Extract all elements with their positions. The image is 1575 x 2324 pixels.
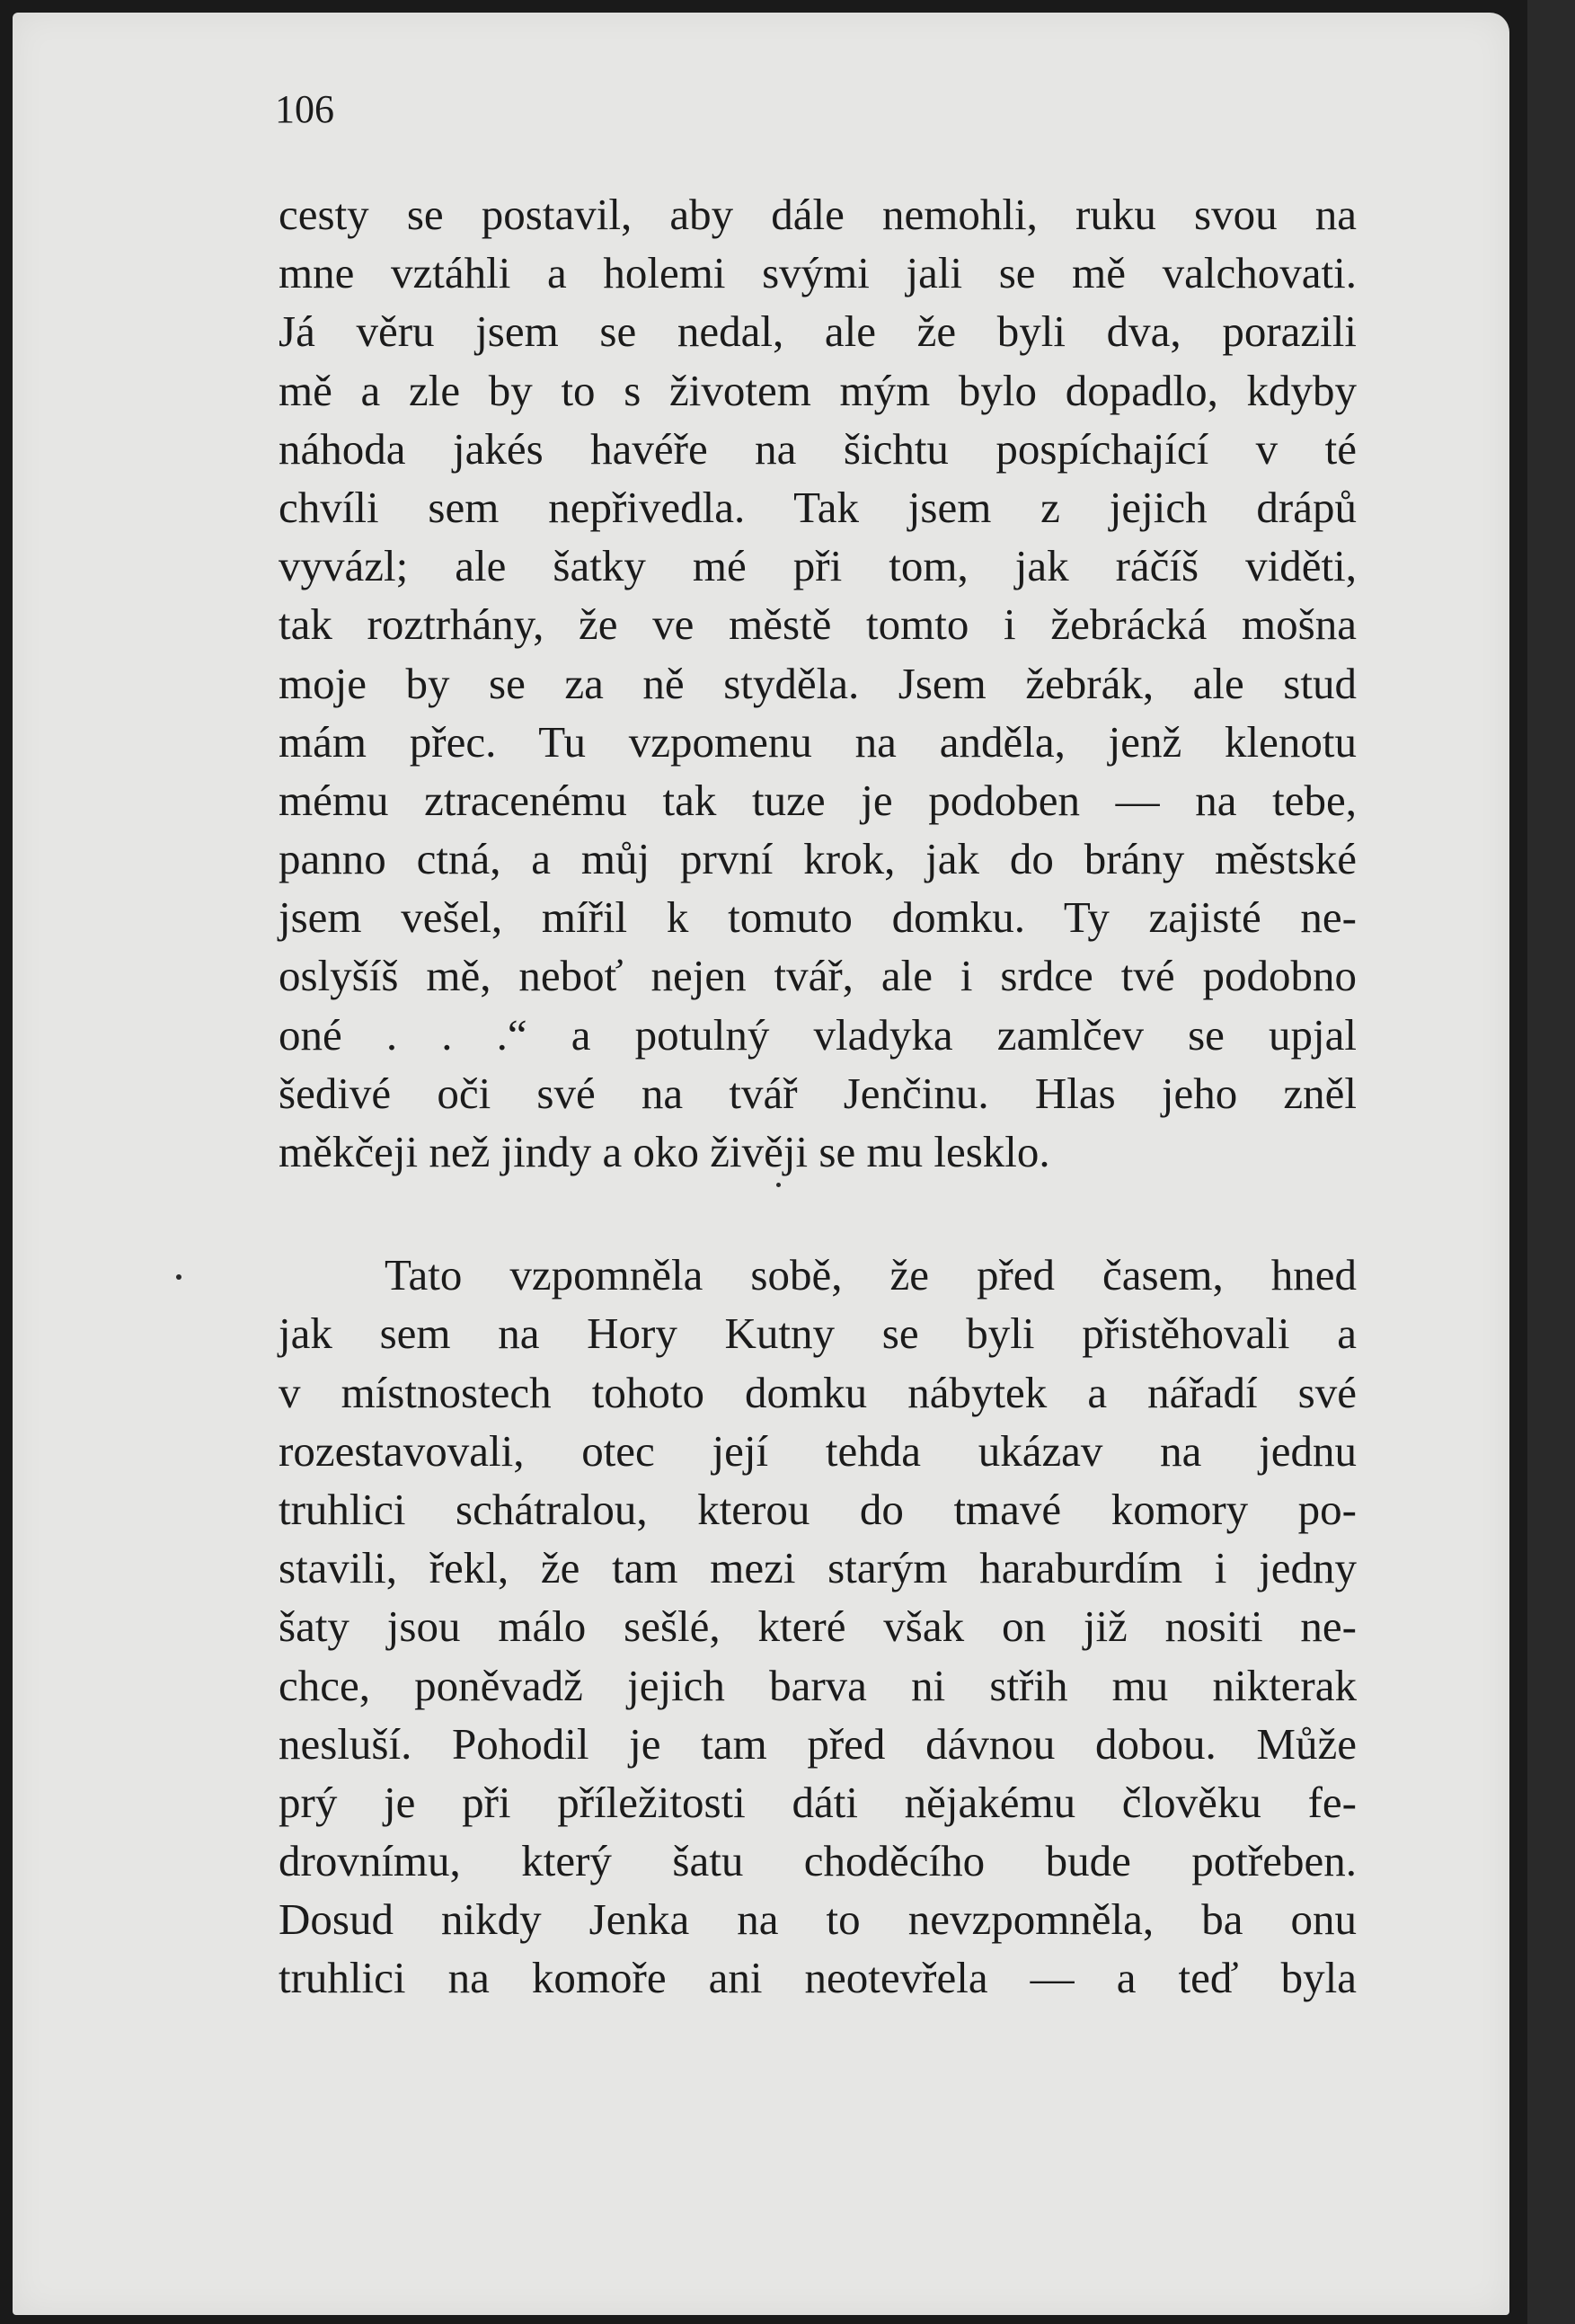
text-line: rozestavovali, otec její tehda ukázav na jednu [279, 1425, 1357, 1476]
text-line: mám přec. Tu vzpomenu na anděla, jenž klenotu [279, 716, 1357, 767]
paragraph-spacer [279, 1181, 1357, 1246]
text-line: mě a zle by to s životem mým bylo dopadlo, kdyby [279, 365, 1357, 415]
text-line: Dosud nikdy Jenka na to nevzpomněla, ba onu [279, 1894, 1357, 1945]
text-line: vyvázl; ale šatky mé při tom, jak ráčíš viděti, [279, 541, 1357, 591]
text-line: Já věru jsem se nedal, ale že byli dva, porazili [279, 306, 1357, 357]
text-line: stavili, řekl, že tam mezi starým haraburdím i jedny [279, 1543, 1357, 1593]
text-line: tak roztrhány, že ve městě tomto i žebrácká mošna [279, 599, 1357, 650]
text-line: oné . . .“ a potulný vladyka zamlčev se upjal [279, 1009, 1357, 1060]
text-line: měkčeji než jindy a oko živěji se mu lesklo. [279, 1127, 1050, 1176]
paragraph-2 [279, 1246, 1357, 2007]
text-line: chvíli sem nepřivedla. Tak jsem z jejich drápů [279, 482, 1357, 532]
text-line: panno ctná, a můj první krok, jak do brány městské [279, 834, 1357, 884]
body-text [279, 185, 1357, 2008]
ink-speck [776, 1183, 781, 1187]
page-number: 106 [275, 87, 334, 131]
text-line: šaty jsou málo sešlé, které však on již nositi ne- [279, 1601, 1357, 1652]
text-line: mne vztáhli a holemi svými jali se mě valchovati. [279, 248, 1357, 298]
text-line: oslyšíš mě, neboť nejen tvář, ale i srdce tvé podobno [279, 951, 1357, 1001]
text-line: Tato vzpomněla sobě, že před časem, hned [385, 1250, 1357, 1300]
text-line: truhlici schátralou, kterou do tmavé komory po- [279, 1484, 1357, 1534]
text-line: náhoda jakés havéře na šichtu pospíchající v té [279, 423, 1357, 474]
text-line: mému ztracenému tak tuze je podoben — na tebe, [279, 775, 1357, 825]
text-line: jsem vešel, mířil k tomuto domku. Ty zajisté ne- [279, 892, 1357, 943]
text-line: v místnostech tohoto domku nábytek a nářadí své [279, 1367, 1357, 1417]
scan-border [1527, 0, 1575, 2324]
text-line: nesluší. Pohodil je tam před dávnou dobou. Může [279, 1718, 1357, 1769]
paragraph-1 [279, 185, 1357, 1181]
text-line: chce, poněvadž jejich barva ni střih mu nikterak [279, 1660, 1357, 1710]
text-line: jak sem na Hory Kutny se byli přistěhovali a [279, 1308, 1357, 1359]
text-line: drovnímu, který šatu choděcího bude potřeben. [279, 1836, 1357, 1886]
text-line: prý je při příležitosti dáti nějakému člověku fe- [279, 1777, 1357, 1827]
ink-speck [176, 1274, 181, 1280]
text-line: truhlici na komoře ani neotevřela — a teď byla [279, 1953, 1357, 2003]
text-line: cesty se postavil, aby dále nemohli, ruku svou na [279, 190, 1357, 239]
text-line: šedivé oči své na tvář Jenčinu. Hlas jeho zněl [279, 1068, 1357, 1118]
text-line: moje by se za ně styděla. Jsem žebrák, ale stud [279, 658, 1357, 708]
